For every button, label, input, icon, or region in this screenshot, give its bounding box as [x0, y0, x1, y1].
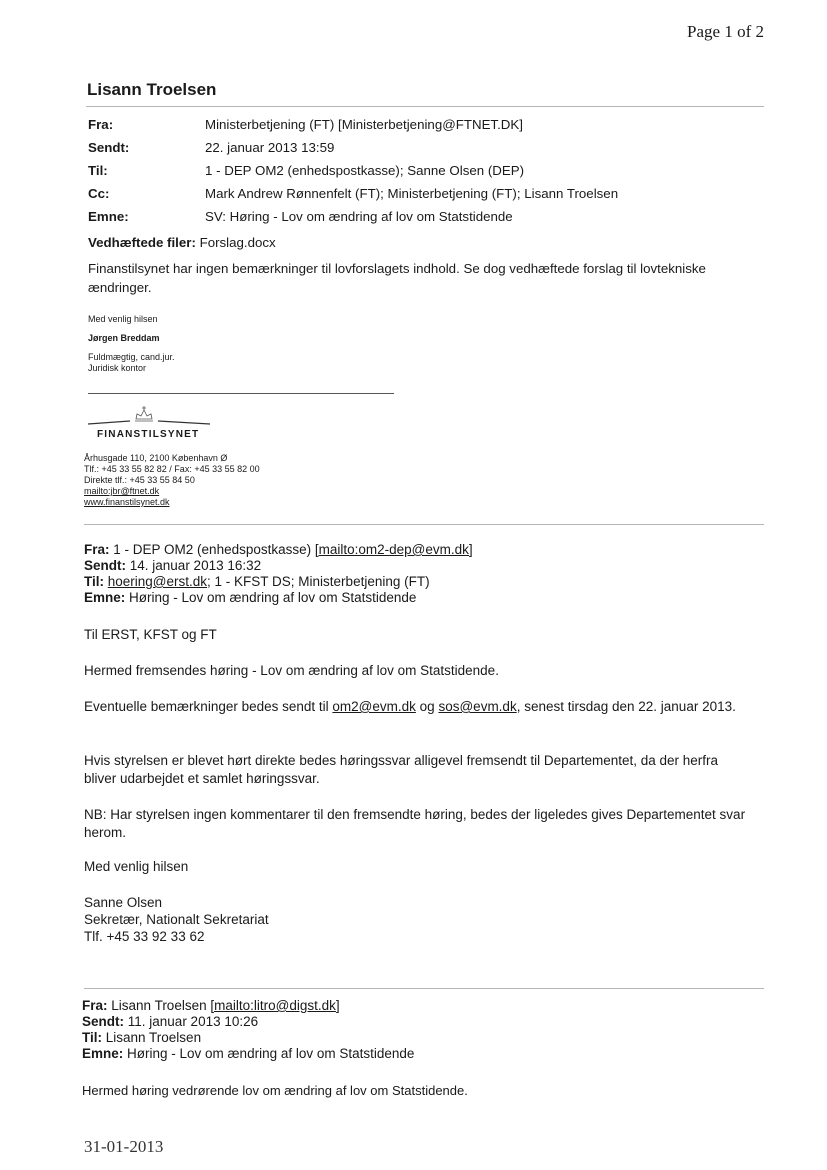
email3-sent-value: 11. januar 2013 10:26 — [127, 1014, 259, 1029]
header-value: Mark Andrew Rønnenfelt (FT); Ministerbetjening (FT); Lisann Troelsen — [205, 186, 619, 201]
email2-paragraph-5: NB: Har styrelsen ingen kommentarer til den fremsendte høring, bedes der ligeledes gives Departementet svar herom. — [84, 807, 746, 840]
header-row-to — [88, 163, 618, 186]
email2-paragraph-4: Hvis styrelsen er blevet hørt direkte bedes høringssvar alligevel fremsendt til Departementet, da der herfra bliver udarbejdet et samlet høringssvar. — [84, 753, 719, 786]
header-label: Cc: — [88, 186, 110, 201]
header-row-sent — [88, 140, 618, 163]
signature-department: Juridisk kontor — [88, 363, 147, 373]
finanstilsynet-logo-text: FINANSTILSYNET — [97, 429, 200, 440]
web-link[interactable]: www.finanstilsynet.dk — [84, 497, 170, 507]
title-divider — [86, 106, 764, 107]
email2-p3-text: Eventuelle bemærkninger bedes sendt til — [84, 699, 329, 714]
page-number: Page 1 of 2 — [687, 22, 764, 41]
signature-divider — [88, 393, 394, 394]
email3-to — [82, 1030, 201, 1046]
attachment-file[interactable]: Forslag.docx — [199, 235, 276, 250]
attachments-label: Vedhæftede filer: — [88, 235, 196, 250]
email2-sent — [84, 558, 261, 574]
email2-from-link[interactable]: [mailto:om2-dep@evm.dk] — [314, 542, 473, 557]
email2-from-value: 1 - DEP OM2 (enhedspostkasse) — [113, 542, 312, 557]
email2-paragraph-2: Hermed fremsendes høring - Lov om ændring af lov om Statstidende. — [84, 663, 499, 678]
crown-icon — [135, 406, 153, 421]
signature-title: Fuldmægtig, cand.jur. — [88, 352, 175, 362]
email2-to-link[interactable]: hoering@erst.dk — [107, 574, 208, 589]
email3-from-label: Fra: — [82, 998, 108, 1013]
email3-divider — [84, 988, 764, 989]
email2-subject-label: Emne: — [84, 590, 126, 605]
email2-sent-value: 14. januar 2013 16:32 — [129, 558, 262, 573]
document-title: Lisann Troelsen — [87, 80, 217, 99]
email3-sent — [82, 1014, 258, 1030]
header-label: Fra: — [88, 117, 114, 132]
email2-subject-value: Høring - Lov om ændring af lov om Statstidende — [129, 590, 417, 605]
email2-divider — [84, 524, 764, 525]
email2-p3-text: , senest tirsdag den 22. januar 2013. — [516, 699, 736, 714]
signature-mail-link[interactable] — [84, 486, 159, 497]
email2-signature-title: Sekretær, Nationalt Sekretariat — [84, 912, 269, 927]
email3-to-value: Lisann Troelsen — [105, 1030, 202, 1045]
email2-p3-text: og — [419, 699, 435, 714]
header-label: Sendt: — [88, 140, 130, 155]
signature-phone-fax: Tlf.: +45 33 55 82 82 / Fax: +45 33 55 82 00 — [84, 464, 260, 474]
email2-from — [84, 542, 473, 558]
email2-paragraph-3 — [84, 698, 754, 716]
signature-name: Jørgen Breddam — [88, 333, 160, 343]
header-row-cc — [88, 186, 618, 209]
email3-from-link[interactable]: [mailto:litro@digst.dk] — [210, 998, 340, 1013]
mail-link[interactable]: mailto:jbr@ftnet.dk — [84, 486, 160, 496]
email2-from-label: Fra: — [84, 542, 110, 557]
email3-to-label: Til: — [82, 1030, 102, 1045]
header-row-subject — [88, 209, 618, 232]
email2-to — [84, 574, 430, 590]
email3-from-value: Lisann Troelsen — [111, 998, 207, 1013]
signature-greeting: Med venlig hilsen — [88, 314, 158, 324]
email2-to-rest: ; 1 - KFST DS; Ministerbetjening (FT) — [207, 574, 430, 589]
email3-subject-value: Høring - Lov om ændring af lov om Statstidende — [127, 1046, 415, 1061]
email2-paragraph-1: Til ERST, KFST og FT — [84, 627, 217, 642]
email3-from — [82, 998, 340, 1014]
header-value: 22. januar 2013 13:59 — [205, 140, 335, 155]
email3-subject — [82, 1046, 414, 1062]
signature-address: Århusgade 110, 2100 København Ø — [84, 453, 228, 463]
header-value: SV: Høring - Lov om ændring af lov om Statstidende — [205, 209, 513, 224]
reply-body: Finanstilsynet har ingen bemærkninger til lovforslagets indhold. Se dog vedhæftede forslag til lovtekniske ændringer. — [88, 261, 706, 295]
header-value: Ministerbetjening (FT) [Ministerbetjening@FTNET.DK] — [205, 117, 523, 132]
email2-signature-name: Sanne Olsen — [84, 895, 163, 910]
email2-sent-label: Sendt: — [84, 558, 126, 573]
finanstilsynet-logo-mark — [88, 404, 218, 428]
signature-web-link[interactable] — [84, 497, 170, 508]
header-label: Til: — [88, 163, 108, 178]
email2-paragraph-6: Med venlig hilsen — [84, 859, 189, 874]
header-value: 1 - DEP OM2 (enhedspostkasse); Sanne Olsen (DEP) — [205, 163, 525, 178]
email3-body: Hermed høring vedrørende lov om ændring af lov om Statstidende. — [82, 1083, 468, 1098]
email2-to-label: Til: — [84, 574, 104, 589]
email2-signature-phone: Tlf. +45 33 92 33 62 — [84, 929, 205, 944]
email3-sent-label: Sendt: — [82, 1014, 124, 1029]
attachments-line — [88, 235, 276, 250]
signature-direct-phone: Direkte tlf.: +45 33 55 84 50 — [84, 475, 195, 485]
email3-subject-label: Emne: — [82, 1046, 124, 1061]
email2-subject — [84, 590, 416, 606]
sos-email-link[interactable]: sos@evm.dk — [438, 699, 517, 714]
footer-date: 31-01-2013 — [84, 1137, 164, 1156]
header-row-from — [88, 117, 618, 140]
om2-email-link[interactable]: om2@evm.dk — [332, 699, 416, 714]
email-header-table — [88, 117, 618, 232]
header-label: Emne: — [88, 209, 129, 224]
